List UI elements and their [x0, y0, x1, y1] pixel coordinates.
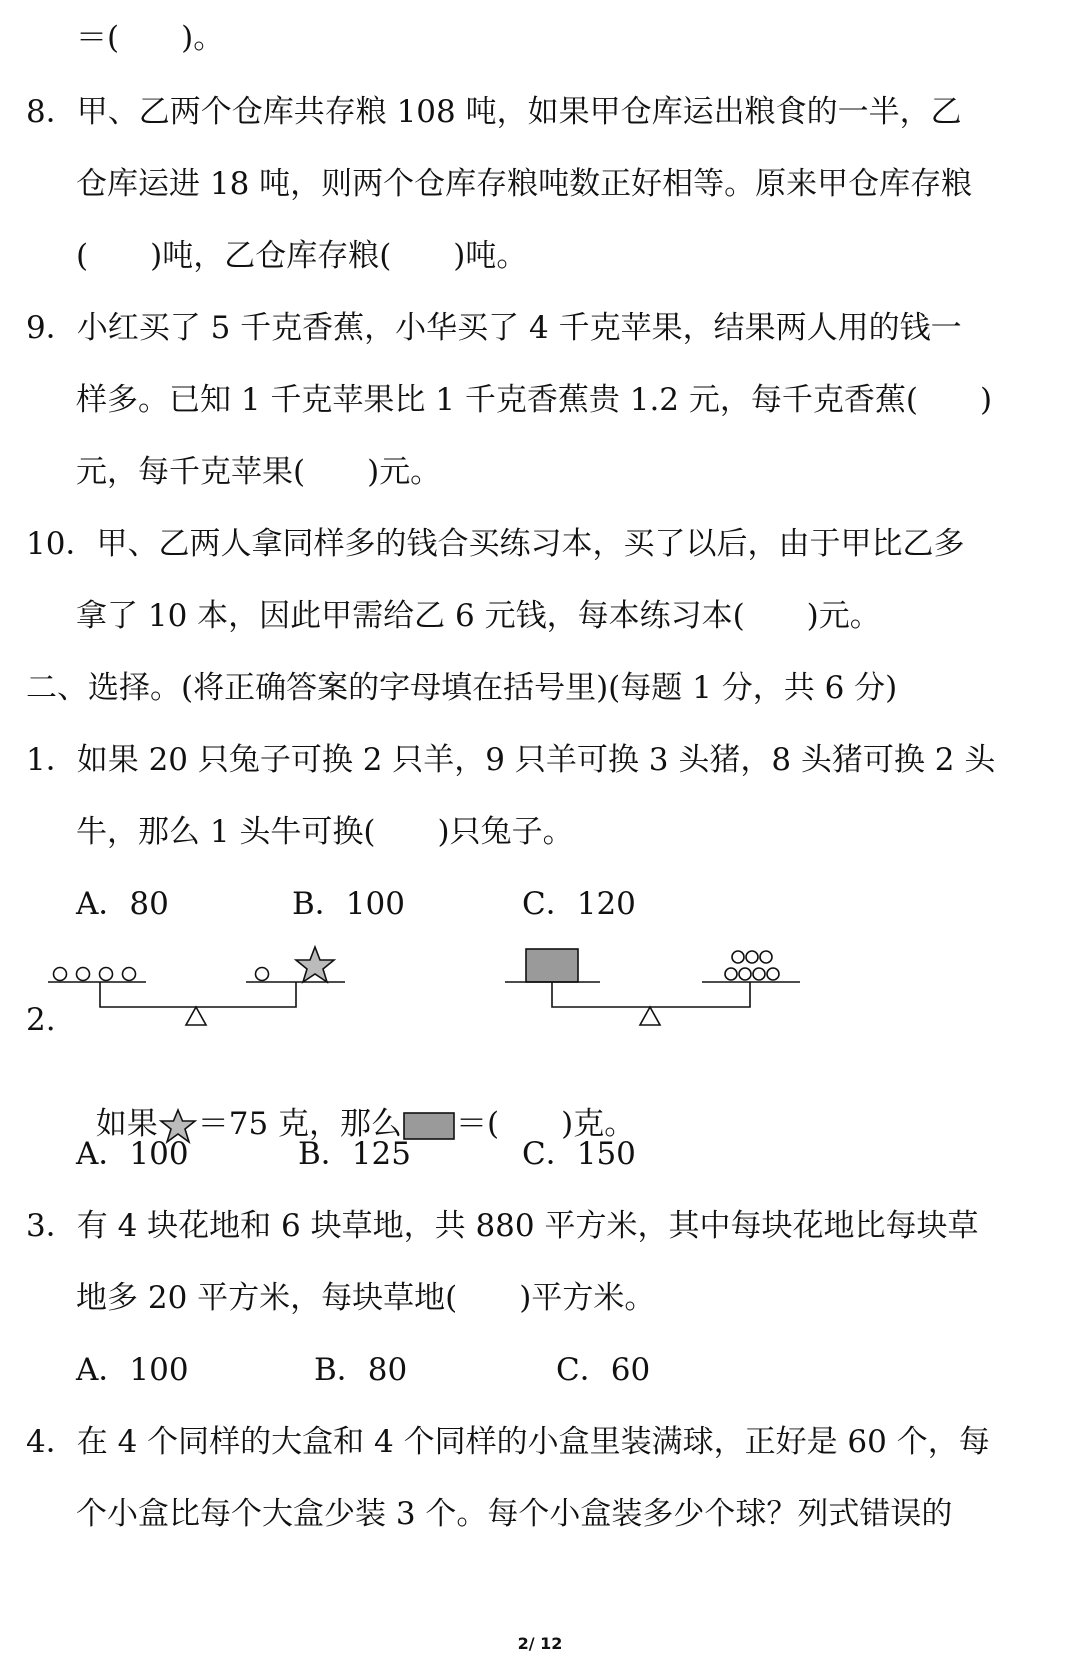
c2-text	[76, 1064, 635, 1144]
q9-line3: 元，每千克苹果( )元。	[76, 454, 442, 490]
circle-and-star-icon	[256, 968, 269, 981]
page-number: 2/ 12	[517, 1634, 563, 1653]
q10-line1: 10．甲、乙两人拿同样多的钱合买练习本，买了以后，由于甲比乙多	[26, 526, 965, 562]
c1-line1: 1．如果 20 只兔子可换 2 只羊，9 只羊可换 3 头猪，8 头猪可换 2 头	[26, 742, 996, 778]
section2-title: 二、选择。(将正确答案的字母填在括号里)(每题 1 分，共 6 分)	[26, 670, 898, 706]
four-circles-icon	[54, 968, 136, 981]
c2-text-middle: ＝75 克，那么	[197, 1106, 403, 1142]
c2-text-suffix: ＝( )克。	[456, 1106, 636, 1142]
q8-line1: 8．甲、乙两个仓库共存粮 108 吨，如果甲仓库运出粮食的一半，乙	[26, 94, 962, 130]
c3-option-c: C．60	[556, 1352, 651, 1388]
q8-line2: 仓库运进 18 吨，则两个仓库存粮吨数正好相等。原来甲仓库存粮	[76, 166, 973, 202]
c1-line2: 牛，那么 1 头牛可换( )只兔子。	[76, 814, 574, 850]
c3-option-b: B．80	[314, 1352, 408, 1388]
five-circles-icon	[725, 951, 779, 980]
c1-option-c: C．120	[522, 886, 636, 922]
c2-option-b: B．125	[298, 1136, 411, 1172]
c2-text-prefix: 如果	[95, 1106, 158, 1142]
balance-scale-right	[500, 945, 810, 1030]
shaded-block-icon	[526, 949, 578, 982]
c4-line1: 4．在 4 个同样的大盒和 4 个同样的小盒里装满球，正好是 60 个，每	[26, 1424, 990, 1460]
q10-line2: 拿了 10 本，因此甲需给乙 6 元钱，每本练习本( )元。	[76, 598, 881, 634]
star-icon	[296, 947, 334, 982]
c3-line2: 地多 20 平方米，每块草地( )平方米。	[76, 1280, 656, 1316]
c2-option-a: A．100	[76, 1136, 189, 1172]
c1-option-a: A．80	[76, 886, 169, 922]
c2-option-c: C．150	[522, 1136, 636, 1172]
q9-line1: 9．小红买了 5 千克香蕉，小华买了 4 千克苹果，结果两人用的钱一	[26, 310, 962, 346]
balance-scale-left	[40, 945, 360, 1030]
c1-option-b: B．100	[292, 886, 405, 922]
prev-question-continuation: ＝( )。	[76, 20, 225, 56]
fulcrum-icon	[186, 1007, 206, 1025]
c3-line1: 3．有 4 块花地和 6 块草地，共 880 平方米，其中每块花地比每块草	[26, 1208, 979, 1244]
q9-line2: 样多。已知 1 千克苹果比 1 千克香蕉贵 1.2 元，每千克香蕉( )	[76, 382, 993, 418]
c3-option-a: A．100	[76, 1352, 189, 1388]
fulcrum-icon	[640, 1007, 660, 1025]
c2-number: 2.	[26, 1002, 56, 1038]
q8-line3: ( )吨，乙仓库存粮( )吨。	[76, 238, 528, 274]
c4-line2: 个小盒比每个大盒少装 3 个。每个小盒装多少个球？列式错误的	[76, 1496, 953, 1532]
